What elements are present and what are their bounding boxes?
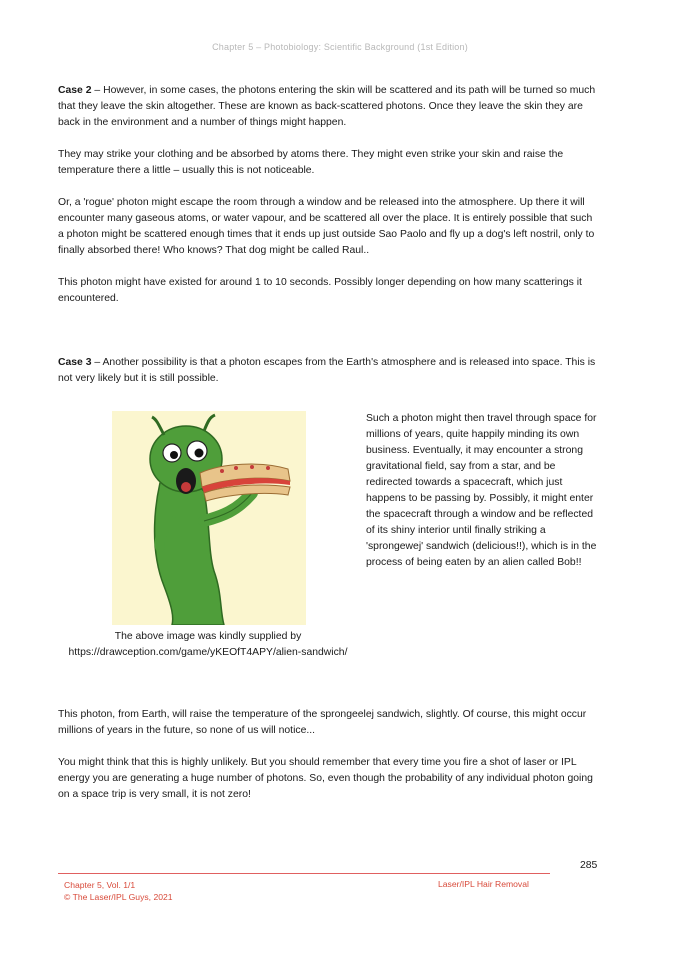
figure-caption: The above image was kindly supplied by https://drawception.com/game/yKEOfT4APY/alien-sandwich/: [68, 631, 348, 658]
page-body: [58, 83, 598, 803]
space-photon-paragraph: Such a photon might then travel through space for millions of years, quite happily minding its own business. Eventually, it may encounter a strong gravitational field, say from a star, and be redirected towards a spacecraft, which just happens to be passing by. Possibly, it might enter the spacecraft through a window and be reflected of its shiny interior until finally striking a 'sprongewej' sandwich (delicious!!), which is in the process of being eaten by an alien called Bob!!: [366, 413, 597, 568]
photon-lifetime-paragraph: This photon might have existed for around 1 to 10 seconds. Possibly longer depending on how many scatterings it encountered.: [58, 277, 582, 304]
footer-chapter: Chapter 5, Vol. 1/1: [64, 880, 136, 890]
running-header: Chapter 5 – Photobiology: Scientific Background (1st Edition): [212, 42, 468, 52]
clothing-paragraph: They may strike your clothing and be absorbed by atoms there. They might even strike your skin and raise the temperature there a little – usually this is not noticeable.: [58, 149, 564, 176]
case-2-text: – However, in some cases, the photons entering the skin will be scattered and its path will be turned so much that they leave the skin altogether. These are known as back-scattered photons. Once they leave the skin they are back in the environment and a number of things might happen.: [58, 85, 596, 128]
footer-copyright: © The Laser/IPL Guys, 2021: [64, 892, 173, 902]
case-2-paragraph: [58, 83, 598, 131]
case-3-paragraph: [58, 355, 598, 387]
footer-book-title: Laser/IPL Hair Removal: [438, 879, 529, 889]
rogue-photon-paragraph: Or, a 'rogue' photon might escape the room through a window and be released into the atmosphere. Up there it will encounter many gaseous atoms, or water vapour, and be scattered all over the place. It is entirely possible that such a photon might be scattered enough times that it ends up just outside Sao Paolo and fly up a dog's left nostril, only to finally absorbed there! Who knows? That dog might be called Raul..: [58, 197, 595, 256]
footer-rule: [58, 873, 550, 874]
alien-illustration-svg: [112, 411, 306, 625]
case-2-label: Case 2: [58, 85, 92, 96]
page-number: 285: [580, 860, 598, 871]
space-trip-probability-paragraph: You might think that this is highly unlikely. But you should remember that every time you fire a shot of laser or IPL energy you are generating a huge number of photons. So, even though the probability of any individual photon going on a space trip is very small, it is not zero!: [58, 757, 593, 800]
case-3-label: Case 3: [58, 357, 92, 368]
figure-row: [58, 411, 598, 697]
case-3-text: – Another possibility is that a photon escapes from the Earth's atmosphere and is released into space. This is not very likely but it is still possible.: [58, 357, 596, 384]
alien-eating-sandwich-illustration: [112, 411, 306, 625]
sandwich-temperature-paragraph: This photon, from Earth, will raise the temperature of the sprongeelej sandwich, slightly. Of course, this might occur millions of years in the future, so none of us will notice...: [58, 709, 587, 736]
footer-left-block: [64, 879, 173, 903]
